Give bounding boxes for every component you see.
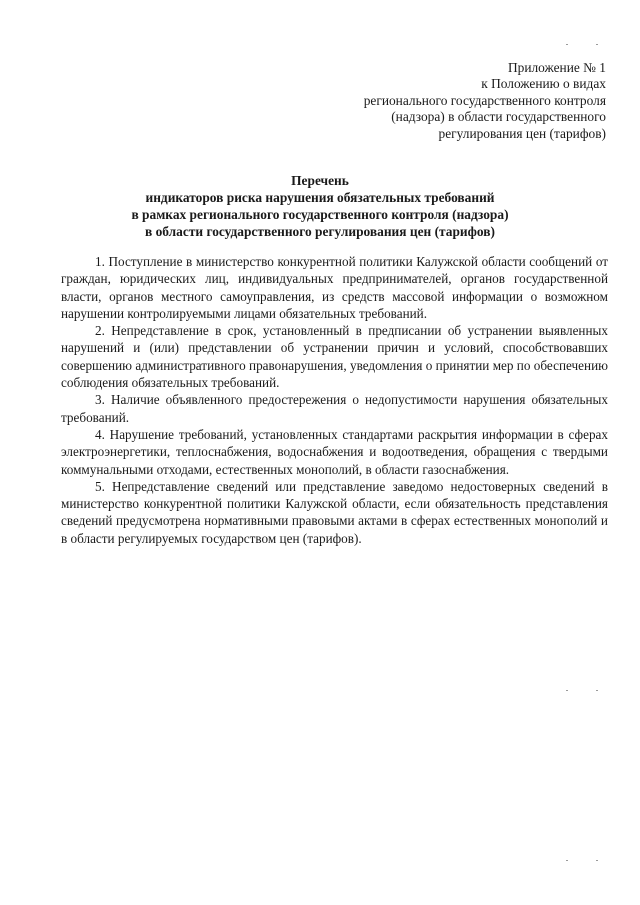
annex-line: Приложение № 1 [507,60,606,75]
indicator-list [61,253,608,547]
document-title [60,172,580,240]
scan-speck [566,44,568,45]
scan-speck [596,690,598,691]
annex-line: регионального государственного контроля [363,92,606,108]
scan-speck [566,860,568,861]
annex-header [364,60,606,142]
title-line: в рамках регионального государственного контроля (надзора) [131,207,509,222]
annex-line: (надзора) в области государственного [391,109,606,125]
annex-line: регулирования цен (тарифов) [438,125,606,141]
title-line: в области государственного регулирования цен (тарифов) [145,224,495,239]
indicator-item: 5. Непредставление сведений или представление заведомо недостоверных сведений в министерство конкурентной политики Калужской области, если обязательность представления сведений предусмотрена нормативными правовыми актами в сферах естественных монополий и в области регулируемых государством цен (тарифов). [61,478,608,546]
scan-speck [566,690,568,691]
indicator-item: 1. Поступление в министерство конкурентной политики Калужской области сообщений от граждан, юридических лиц, индивидуальных предпринимателей, органов государственной власти, органов местного самоуправления, из средств массовой информации о возможном нарушении контролируемыми лицами обязательных требований. [61,254,608,321]
annex-line: к Положению о видах [481,76,606,92]
indicator-item: 2. Непредставление в срок, установленный в предписании об устранении выявленных нарушений и (или) представлении об устранении причин и условий, способствовавших совершению административного правонарушения, уведомления о принятии мер по обеспечению соблюдения обязательных требований. [61,323,608,391]
indicator-item: 4. Нарушение требований, установленных стандартами раскрытия информации в сферах электроэнергетики, теплоснабжения, водоснабжения и водоотведения, обращения с твердыми коммунальными отходами, естественных монополий, в области газоснабжения. [61,426,608,477]
scan-speck [596,860,598,861]
title-line: Перечень [291,173,349,188]
indicator-item: 3. Наличие объявленного предостережения о недопустимости нарушения обязательных требований. [61,392,608,425]
title-line: индикаторов риска нарушения обязательных требований [145,190,495,205]
scan-speck [596,44,598,45]
